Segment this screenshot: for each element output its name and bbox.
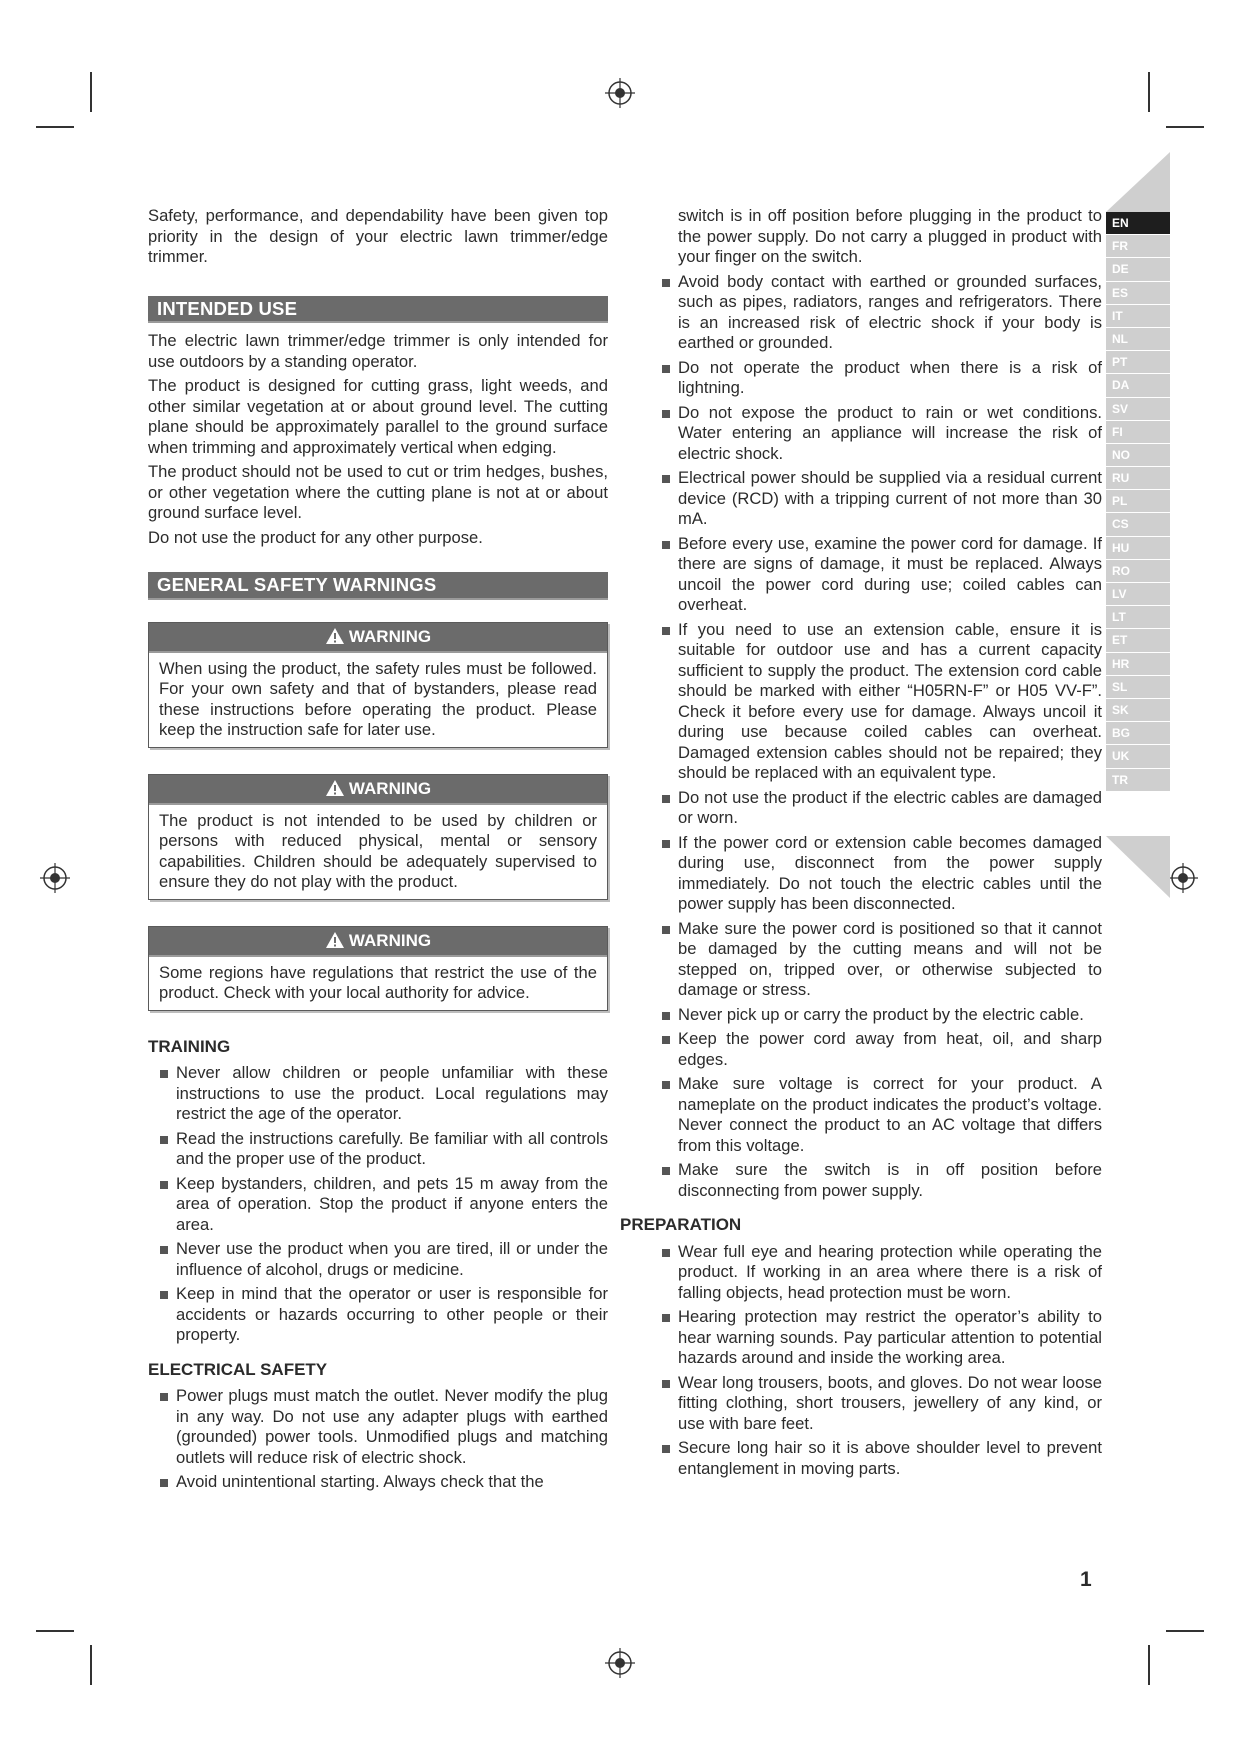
list-item: Do not operate the product when there is a risk of lightning. bbox=[678, 358, 1102, 399]
list-item: If you need to use an extension cable, ensure it is suitable for outdoor use and has a current capacity sufficient to supply the product. The extension cord cable should be marked with either “H05RN-F” or H05 VV-F”. Check it before every use for damage. Always uncoil it during use because coiled cables can overheat. Damaged extension cables should not be repaired; they should be replaced with an equivalent type. bbox=[678, 620, 1102, 784]
language-tab-it[interactable]: IT bbox=[1106, 305, 1170, 328]
list-item: Keep in mind that the operator or user is responsible for accidents or hazards occurring to other people or their property. bbox=[176, 1284, 608, 1346]
general-safety-heading: GENERAL SAFETY WARNINGS bbox=[148, 572, 608, 600]
language-tab-bg[interactable]: BG bbox=[1106, 722, 1170, 745]
crop-mark bbox=[1148, 72, 1150, 112]
language-tab-end bbox=[1106, 836, 1170, 898]
registration-mark-icon bbox=[605, 78, 635, 108]
intended-use-paragraph: The electric lawn trimmer/edge trimmer is only intended for use outdoors by a standing operator. bbox=[148, 331, 608, 371]
language-tab-ro[interactable]: RO bbox=[1106, 560, 1170, 583]
language-tab-sk[interactable]: SK bbox=[1106, 699, 1170, 722]
warning-triangle-icon bbox=[325, 779, 345, 797]
language-tab-ru[interactable]: RU bbox=[1106, 467, 1170, 490]
language-tab-fr[interactable]: FR bbox=[1106, 235, 1170, 258]
list-item: Hearing protection may restrict the operator’s ability to hear warning sounds. Pay particular attention to potential hazards around and inside the working area. bbox=[678, 1307, 1102, 1369]
language-tab-uk[interactable]: UK bbox=[1106, 745, 1170, 768]
warning-triangle-icon bbox=[325, 627, 345, 645]
list-item: Make sure voltage is correct for your product. A nameplate on the product indicates the product’s voltage. Never connect the product to an AC voltage that differs from this voltage. bbox=[678, 1074, 1102, 1156]
language-tab-lv[interactable]: LV bbox=[1106, 583, 1170, 606]
intended-use-paragraph: The product should not be used to cut or trim hedges, bushes, or other vegetation where the cutting plane is not at or about ground surface level. bbox=[148, 462, 608, 522]
warning-header bbox=[149, 623, 607, 653]
list-item: Avoid body contact with earthed or grounded surfaces, such as pipes, radiators, ranges and refrigerators. There is an increased risk of electric shock if your body is earthed or grounded. bbox=[678, 272, 1102, 354]
language-tab-triangle bbox=[1106, 152, 1170, 212]
language-tab-hu[interactable]: HU bbox=[1106, 537, 1170, 560]
crop-mark bbox=[1166, 126, 1204, 128]
list-item: Keep the power cord away from heat, oil, and sharp edges. bbox=[678, 1029, 1102, 1070]
list-item: Make sure the power cord is positioned so that it cannot be damaged by the cutting means and will not be stepped on, tripped over, or otherwise subjected to damage or stress. bbox=[678, 919, 1102, 1001]
training-list bbox=[148, 1063, 608, 1346]
crop-mark bbox=[90, 72, 92, 112]
training-heading: TRAINING bbox=[148, 1036, 231, 1056]
language-tab-pt[interactable]: PT bbox=[1106, 351, 1170, 374]
preparation-list bbox=[650, 1242, 1102, 1480]
language-tab-da[interactable]: DA bbox=[1106, 374, 1170, 397]
list-item: Power plugs must match the outlet. Never modify the plug in any way. Do not use any adapter plugs with earthed (grounded) power tools. Unmodified plugs and matching outlets will reduce risk of electric shock. bbox=[176, 1386, 608, 1468]
list-item: Wear long trousers, boots, and gloves. Do not wear loose fitting clothing, short trousers, jewellery of any kind, or use with bare feet. bbox=[678, 1373, 1102, 1435]
list-item: Electrical power should be supplied via a residual current device (RCD) with a tripping current of not more than 30 mA. bbox=[678, 468, 1102, 530]
list-item: Make sure the switch is in off position before disconnecting from power supply. bbox=[678, 1160, 1102, 1201]
list-item: Before every use, examine the power cord for damage. If there are signs of damage, it must be replaced. Always uncoil the power cord during use; coiled cables can overheat. bbox=[678, 534, 1102, 616]
list-item: Never pick up or carry the product by the electric cable. bbox=[678, 1005, 1102, 1026]
warning-box bbox=[148, 926, 608, 1011]
warning-box bbox=[148, 774, 608, 900]
warning-text: The product is not intended to be used by children or persons with reduced physical, mental or sensory capabilities. Children should be adequately supervised to ensure they do not play with the product. bbox=[159, 810, 597, 891]
registration-mark-icon bbox=[605, 1648, 635, 1678]
list-item: If the power cord or extension cable becomes damaged during use, disconnect from the power supply immediately. Do not touch the electric cables until the power supply has been disconnected. bbox=[678, 833, 1102, 915]
list-item: Secure long hair so it is above shoulder level to prevent entanglement in moving parts. bbox=[678, 1438, 1102, 1479]
list-item: Do not expose the product to rain or wet conditions. Water entering an appliance will increase the risk of electric shock. bbox=[678, 403, 1102, 465]
crop-mark bbox=[1148, 1645, 1150, 1685]
language-tabs bbox=[1106, 212, 1170, 792]
crop-mark bbox=[36, 1630, 74, 1632]
warning-text: When using the product, the safety rules must be followed. For your own safety and that of bystanders, please read these instructions before operating the product. Please keep the instruction safe for later use. bbox=[159, 658, 597, 739]
electrical-safety-list-continued bbox=[650, 272, 1102, 1202]
language-tab-en[interactable]: EN bbox=[1106, 212, 1170, 235]
list-item: Wear full eye and hearing protection while operating the product. If working in an area where there is a risk of falling objects, head protection must be worn. bbox=[678, 1242, 1102, 1304]
language-tab-et[interactable]: ET bbox=[1106, 629, 1170, 652]
registration-mark-icon bbox=[1168, 863, 1198, 893]
language-tab-no[interactable]: NO bbox=[1106, 444, 1170, 467]
warning-box bbox=[148, 622, 608, 748]
intro-paragraph: Safety, performance, and dependability have been given top priority in the design of your electric lawn trimmer/edge trimmer. bbox=[148, 206, 608, 266]
language-tab-sv[interactable]: SV bbox=[1106, 398, 1170, 421]
warning-text: Some regions have regulations that restrict the use of the product. Check with your local authority for advice. bbox=[159, 962, 597, 1002]
list-item: Never use the product when you are tired, ill or under the influence of alcohol, drugs or medicine. bbox=[176, 1239, 608, 1280]
crop-mark bbox=[36, 126, 74, 128]
page-number: 1 bbox=[1080, 1568, 1092, 1591]
warning-triangle-icon bbox=[325, 931, 345, 949]
intended-use-paragraph: The product is designed for cutting grass, light weeds, and other similar vegetation at or about ground level. The cutting plane should be approximately parallel to the ground surface when trimming and approximately vertical when edging. bbox=[148, 376, 608, 457]
warning-label: WARNING bbox=[348, 930, 432, 950]
crop-mark bbox=[1166, 1630, 1204, 1632]
list-item: Never allow children or people unfamiliar with these instructions to use the product. Local regulations may restrict the age of the operator. bbox=[176, 1063, 608, 1125]
language-tab-nl[interactable]: NL bbox=[1106, 328, 1170, 351]
electrical-safety-heading: ELECTRICAL SAFETY bbox=[148, 1359, 328, 1379]
warning-label: WARNING bbox=[348, 626, 432, 646]
language-tab-lt[interactable]: LT bbox=[1106, 606, 1170, 629]
language-tab-pl[interactable]: PL bbox=[1106, 490, 1170, 513]
language-tab-fi[interactable]: FI bbox=[1106, 421, 1170, 444]
registration-mark-icon bbox=[40, 863, 70, 893]
warning-label: WARNING bbox=[348, 778, 432, 798]
electrical-safety-list bbox=[148, 1386, 608, 1493]
language-tab-es[interactable]: ES bbox=[1106, 282, 1170, 305]
crop-mark bbox=[90, 1645, 92, 1685]
intended-use-paragraph: Do not use the product for any other purpose. bbox=[148, 527, 483, 547]
language-tab-tr[interactable]: TR bbox=[1106, 769, 1170, 792]
right-column bbox=[620, 206, 1102, 1483]
warning-header bbox=[149, 927, 607, 957]
left-column bbox=[148, 206, 608, 1497]
list-item: Do not use the product if the electric cables are damaged or worn. bbox=[678, 788, 1102, 829]
list-item: Read the instructions carefully. Be familiar with all controls and the proper use of the product. bbox=[176, 1129, 608, 1170]
list-item-continuation: switch is in off position before plugging in the product to the power supply. Do not carry a plugged in product with your finger on the switch. bbox=[678, 206, 1102, 266]
language-tab-sl[interactable]: SL bbox=[1106, 676, 1170, 699]
preparation-heading: PREPARATION bbox=[620, 1215, 742, 1234]
language-tab-cs[interactable]: CS bbox=[1106, 513, 1170, 536]
intended-use-heading: INTENDED USE bbox=[148, 296, 608, 324]
list-item: Keep bystanders, children, and pets 15 m away from the area of operation. Stop the product if anyone enters the area. bbox=[176, 1174, 608, 1236]
language-tab-hr[interactable]: HR bbox=[1106, 653, 1170, 676]
list-item: Avoid unintentional starting. Always check that the bbox=[176, 1472, 608, 1493]
language-tab-de[interactable]: DE bbox=[1106, 258, 1170, 281]
warning-header bbox=[149, 775, 607, 805]
